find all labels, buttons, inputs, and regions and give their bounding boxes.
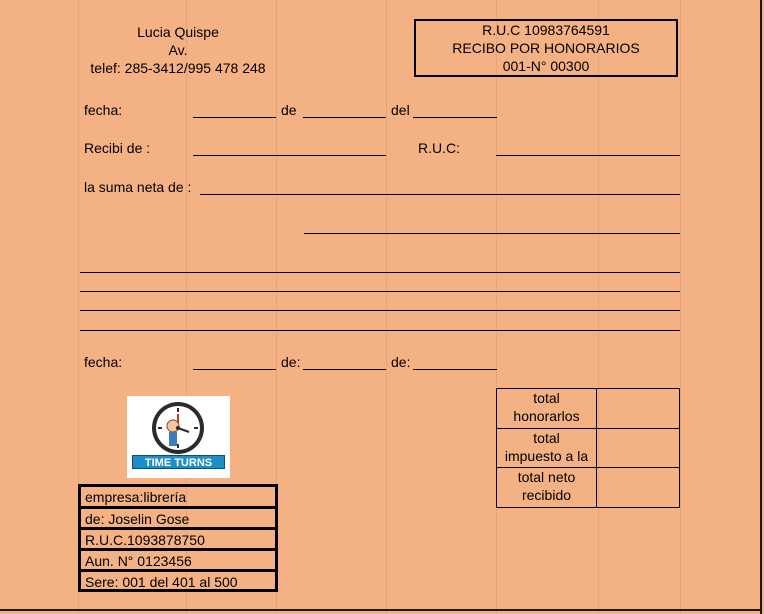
issuer-address: Av. (168, 42, 188, 58)
totals-label-line: recibido (521, 487, 572, 503)
totals-row-impuesto (497, 429, 679, 469)
concept-extra-line[interactable] (80, 291, 680, 292)
company-owner: de: Joselin Gose (85, 511, 190, 527)
totals-row-honorarios (497, 389, 679, 429)
company-row (81, 487, 275, 507)
totals-label-cell (497, 429, 597, 469)
logo-text: TIME TURNS (132, 455, 225, 469)
issuer-block (80, 23, 276, 77)
year-of-label: del (391, 102, 410, 118)
issuer-name: Lucia Quispe (137, 24, 219, 40)
grid-column-line (386, 0, 387, 614)
concept-extra-line[interactable] (80, 272, 680, 273)
month-of-label: de (281, 102, 297, 118)
net-amount-field-line[interactable] (200, 194, 680, 195)
totals-label-line: total neto (517, 469, 576, 485)
document-type: RECIBO POR HONORARIOS (452, 40, 640, 56)
concept-field-line[interactable] (304, 233, 680, 234)
totals-label-line: total (533, 390, 560, 406)
year-field-line[interactable] (413, 117, 497, 118)
totals-label-line: total (533, 430, 560, 446)
year-field-line-2[interactable] (413, 369, 497, 370)
company-name: empresa:librería (85, 489, 187, 505)
grid-column-line (598, 0, 599, 614)
receipt-header-box (414, 19, 678, 77)
issuer-phone: telef: 285-3412/995 478 248 (90, 60, 266, 76)
day-field-line[interactable] (193, 117, 276, 118)
client-ruc-field-line[interactable] (496, 155, 680, 156)
company-authorization: Aun. N° 0123456 (85, 553, 192, 569)
company-row (81, 509, 275, 529)
grid-column-line (496, 0, 497, 614)
receipt-number: 001-N° 00300 (502, 58, 590, 74)
month-field-line[interactable] (303, 117, 386, 118)
totals-label-cell (497, 389, 597, 429)
company-series: Sere: 001 del 401 al 500 (85, 574, 238, 590)
received-from-field-line[interactable] (193, 155, 386, 156)
concept-extra-line[interactable] (80, 330, 680, 331)
totals-label-line: honorarlos (513, 408, 580, 424)
month-field-line-2[interactable] (303, 369, 386, 370)
month-of-label-2: de: (281, 354, 301, 370)
sheet-edge-bottom (0, 609, 762, 611)
grid-column-line (680, 0, 681, 614)
company-logo (127, 396, 230, 478)
date-label: fecha: (84, 102, 123, 118)
year-of-label-2: de: (391, 354, 411, 370)
company-ruc: R.U.C.1093878750 (85, 532, 205, 548)
client-ruc-label: R.U.C: (418, 140, 460, 156)
totals-row-neto (497, 468, 679, 508)
company-info-box (78, 484, 278, 592)
date-label-2: fecha: (84, 354, 123, 370)
totals-label-line: impuesto a la (504, 448, 589, 464)
net-amount-label: la suma neta de : (84, 179, 192, 195)
issuer-ruc: R.U.C 10983764591 (482, 22, 610, 38)
company-row (81, 530, 275, 550)
concept-extra-line[interactable] (80, 310, 680, 311)
company-row (81, 551, 275, 571)
company-row (81, 572, 275, 592)
totals-label-cell (497, 468, 597, 508)
received-from-label: Recibi de : (84, 140, 151, 156)
sheet-edge-right (760, 0, 762, 614)
day-field-line-2[interactable] (193, 369, 276, 370)
totals-table (496, 388, 680, 508)
